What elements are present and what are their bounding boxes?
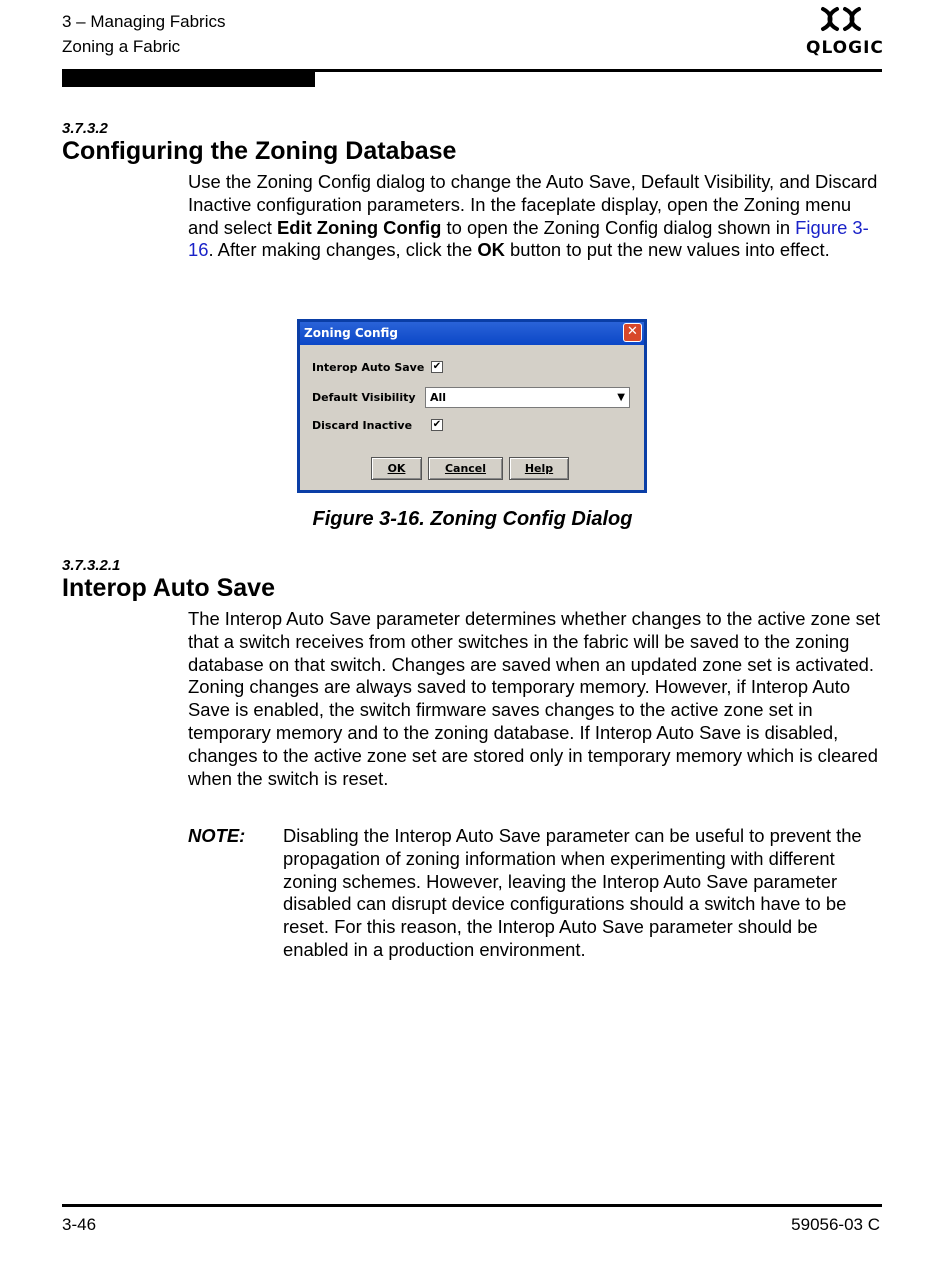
subsection-paragraph: The Interop Auto Save parameter determines whether changes to the active zone set that a switch receives from other switches in the fabric will be saved to the zoning database on that switch. Changes are saved when an updated zone set is activated. Zoning changes are always saved to temporary memory. However, if Interop Auto Save is enabled, the switch firmware saves changes to the active zone set in temporary memory and to the zoning database. If Interop Auto Save is disabled, changes to the active zone set are stored only in temporary memory which is cleared when the switch is reset. — [188, 608, 881, 789]
help-button[interactable]: Help — [509, 457, 569, 480]
close-icon[interactable]: ✕ — [623, 323, 642, 342]
section-title: Configuring the Zoning Database — [62, 137, 457, 165]
section-paragraph — [188, 171, 881, 262]
cancel-button[interactable]: Cancel — [428, 457, 503, 480]
discard-inactive-checkbox[interactable]: ✔ — [432, 419, 442, 430]
zoning-config-dialog — [297, 319, 647, 493]
section-number: 3.7.3.2 — [62, 120, 108, 137]
dialog-body — [300, 345, 644, 490]
default-visibility-label: Default Visibility — [312, 391, 416, 404]
chevron-down-icon[interactable]: ▼ — [617, 392, 625, 403]
running-header — [62, 9, 225, 59]
ok-button[interactable]: OK — [371, 457, 422, 480]
dialog-title: Zoning Config — [304, 326, 398, 340]
default-visibility-value: All — [430, 391, 447, 404]
figure-link[interactable]: Figure 3-16 — [188, 216, 869, 261]
footer-rule — [62, 1204, 882, 1207]
interop-auto-save-checkbox[interactable]: ✔ — [432, 361, 442, 372]
figure-caption: Figure 3-16. Zoning Config Dialog — [312, 508, 633, 530]
header-section: Zoning a Fabric — [62, 37, 181, 56]
paragraph-text: button to put the new values into effect. — [504, 239, 830, 261]
subsection-number: 3.7.3.2.1 — [62, 557, 121, 574]
qlogic-logo-mark-icon — [819, 6, 863, 32]
default-visibility-select[interactable] — [425, 387, 630, 408]
paragraph-text: to open the Zoning Config dialog shown in — [441, 216, 796, 238]
header-chapter: 3 – Managing Fabrics — [62, 12, 226, 31]
menu-item-reference: Edit Zoning Config — [276, 216, 442, 238]
qlogic-logo — [806, 6, 884, 60]
paragraph-text: Use the Zoning Config dialog to change the Auto Save, Default Visibility, and Discard Inactive configuration parameters. In the faceplate display, open the Zoning menu and select — [188, 171, 878, 238]
logo-wordmark: QLOGIC — [806, 38, 884, 58]
header-bar — [62, 72, 315, 87]
discard-inactive-label: Discard Inactive — [312, 419, 413, 432]
dialog-titlebar — [300, 322, 644, 345]
button-reference: OK — [477, 239, 505, 261]
paragraph-text: . After making changes, click the — [208, 239, 478, 261]
page-number: 3-46 — [62, 1215, 97, 1234]
document-id: 59056-03 C — [791, 1215, 880, 1234]
interop-auto-save-label: Interop Auto Save — [312, 361, 425, 374]
subsection-title: Interop Auto Save — [62, 574, 275, 602]
note-label: NOTE: — [188, 825, 246, 846]
note-text: Disabling the Interop Auto Save parameter can be useful to prevent the propagation of zoning information when experimenting with different zoning schemes. However, leaving the Interop Auto Save parameter disabled can disrupt device configurations should a switch have to be reset. For this reason, the Interop Auto Save parameter should be enabled in a production environment. — [283, 825, 862, 960]
